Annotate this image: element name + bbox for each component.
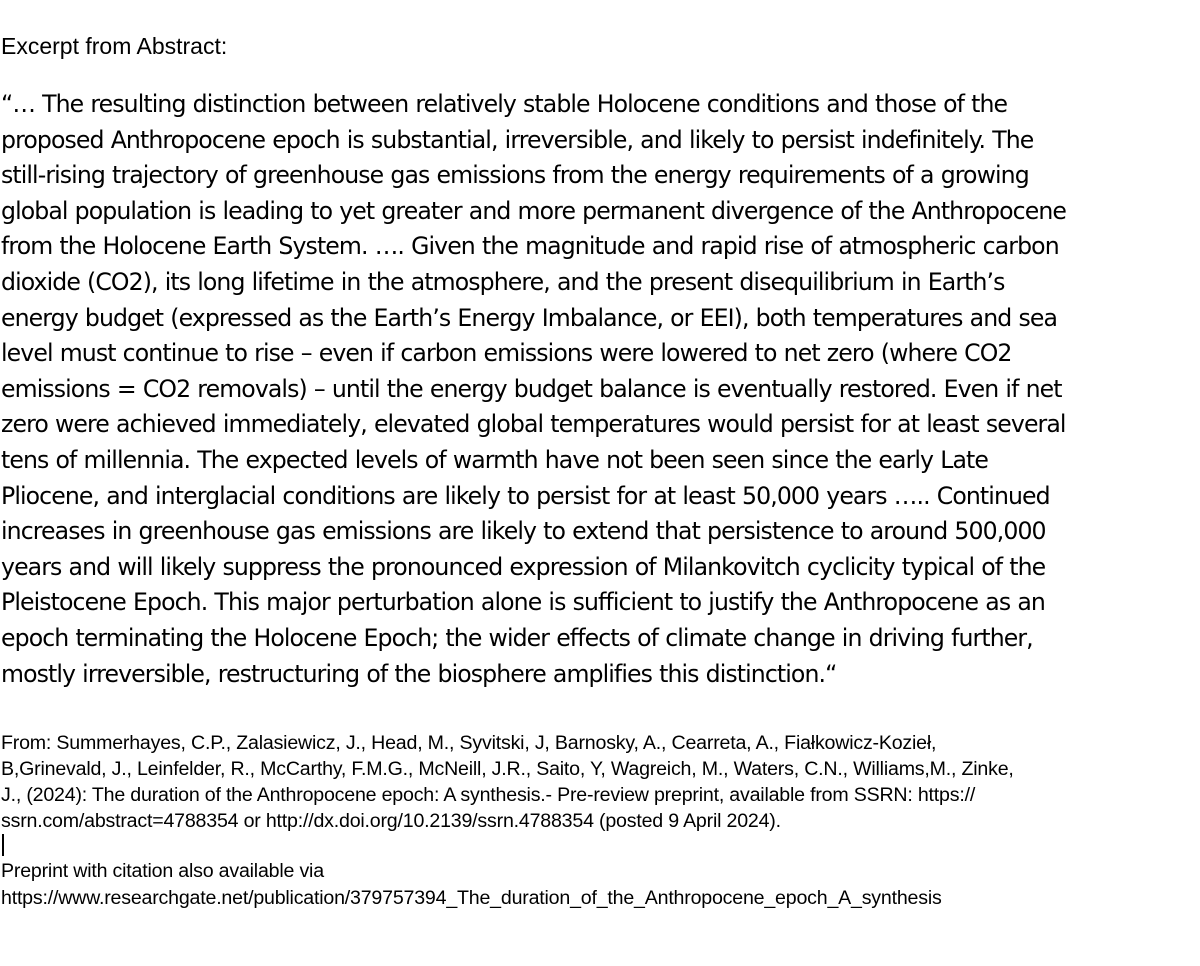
- availability-note: [1, 858, 942, 912]
- quote-line: global population is leading to yet greater and more permanent divergence of the Anthropocene: [1, 196, 1067, 225]
- quote-line: emissions = CO2 removals) – until the energy budget balance is eventually restored. Even if net: [1, 374, 1062, 403]
- quote-line: level must continue to rise – even if carbon emissions were lowered to net zero (where CO2: [1, 339, 1012, 368]
- citation-reference: [1, 730, 1196, 834]
- quote-line: “… The resulting distinction between relatively stable Holocene conditions and those of the: [1, 90, 1008, 118]
- quote-line: proposed Anthropocene epoch is substantial, irreversible, and likely to persist indefinitely. The: [1, 125, 1034, 154]
- text-cursor: [2, 834, 4, 856]
- citation-line: B,Grinevald, J., Leinfelder, R., McCarthy, F.M.G., McNeill, J.R., Saito, Y, Wagreich, M., Waters, C.N., Williams,M., Zinke,: [1, 758, 1014, 780]
- researchgate-link[interactable]: https://www.researchgate.net/publication/379757394_The_duration_of_the_Anthropocene_epoch_A_synthesis: [1, 887, 942, 909]
- quote-line: increases in greenhouse gas emissions are likely to extend that persistence to around 500,000: [1, 517, 1046, 546]
- quote-line: tens of millennia. The expected levels of warmth have not been seen since the early Late: [1, 445, 988, 474]
- citation-line: ssrn.com/abstract=4788354 or http://dx.doi.org/10.2139/ssrn.4788354 (posted 9 April 2024).: [1, 810, 781, 832]
- citation-line: From: Summerhayes, C.P., Zalasiewicz, J., Head, M., Syvitski, J, Barnosky, A., Cearreta, A., Fiałkowicz-Kozieł,: [1, 732, 937, 754]
- quote-line: dioxide (CO2), its long lifetime in the atmosphere, and the present disequilibrium in Earth’s: [1, 267, 1005, 296]
- quote-line: energy budget (expressed as the Earth’s Energy Imbalance, or EEI), both temperatures and sea: [1, 303, 1058, 332]
- quote-line: zero were achieved immediately, elevated global temperatures would persist for at least several: [1, 410, 1066, 439]
- availability-text: Preprint with citation also available via: [1, 860, 324, 882]
- quote-line: still-rising trajectory of greenhouse gas emissions from the energy requirements of a growing: [1, 161, 1029, 190]
- citation-line: J., (2024): The duration of the Anthropocene epoch: A synthesis.- Pre-review preprint, available from SSRN: https://: [1, 784, 976, 806]
- abstract-quote: [1, 87, 1196, 692]
- quote-line: Pliocene, and interglacial conditions are likely to persist for at least 50,000 years ….. Continued: [1, 481, 1050, 510]
- excerpt-heading: Excerpt from Abstract:: [1, 33, 228, 59]
- quote-line: mostly irreversible, restructuring of the biosphere amplifies this distinction.“: [1, 659, 837, 688]
- quote-line: Pleistocene Epoch. This major perturbation alone is sufficient to justify the Anthropocene as an: [1, 588, 1045, 617]
- quote-line: years and will likely suppress the pronounced expression of Milankovitch cyclicity typical of the: [1, 552, 1046, 581]
- quote-line: epoch terminating the Holocene Epoch; the wider effects of climate change in driving further,: [1, 623, 1033, 652]
- quote-line: from the Holocene Earth System. …. Given the magnitude and rapid rise of atmospheric carbon: [1, 232, 1059, 261]
